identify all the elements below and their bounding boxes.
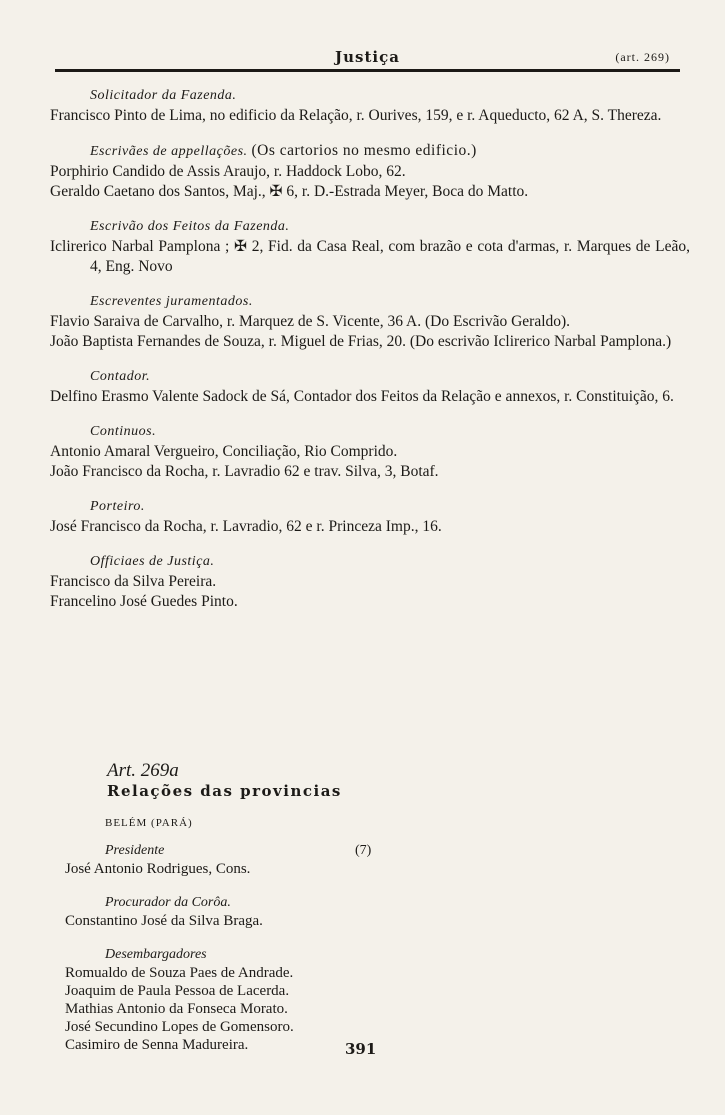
running-header [55,48,680,70]
header-rule [55,69,680,72]
list-item: Francisco da Silva Pereira. [50,573,217,590]
list-item: Romualdo de Souza Paes de Andrade. [65,965,294,981]
provincial-relations [65,760,465,1070]
list-item: Francisco Pinto de Lima, no edificio da Relação, r. Ourives, 159, e r. Aqueducto, 62 A, S. Thereza. [50,107,662,124]
place-heading: BELÉM (PARÁ) [105,817,193,829]
section-contador [50,367,690,407]
president-name: José Antonio Rodrigues, Cons. [65,861,251,877]
list-item: Geraldo Caetano dos Santos, Maj., ✠ 6, r. D.-Estrada Meyer, Boca do Matto. [50,183,529,200]
running-title: Justiça [335,48,400,66]
desembargadores-block [65,946,465,1054]
page-number: 391 [345,1040,377,1058]
list-item: Flavio Saraiva de Carvalho, r. Marquez de S. Vicente, 36 A. (Do Escrivão Geraldo). [50,313,571,330]
section-escrivaes [50,141,690,202]
list-item: Antonio Amaral Vergueiro, Conciliação, Rio Comprido. [50,443,398,460]
list-item: Porphirio Candido de Assis Araujo, r. Haddock Lobo, 62. [50,163,406,180]
section-porteiro [50,497,690,537]
list-item: Casimiro de Senna Madureira. [65,1037,249,1053]
article-title: Relações das provincias [107,782,342,800]
procurador-block [65,894,465,930]
president-block [65,842,465,878]
desembargadores-heading: Desembargadores [105,947,207,962]
section-heading: Porteiro. [90,499,145,514]
section-continuos [50,422,690,482]
main-content [50,86,690,627]
section-heading: Escrivão dos Feitos da Fazenda. [90,219,290,234]
section-heading-text: Escrivães de appellações. [90,144,248,159]
section-heading: Officiaes de Justiça. [90,554,215,569]
section-solicitador [50,86,690,126]
section-heading [50,141,690,162]
list-item: José Secundino Lopes de Gomensoro. [65,1019,294,1035]
list-item: João Francisco da Rocha, r. Lavradio 62 e trav. Silva, 3, Botaf. [50,463,439,480]
list-item: Francelino José Guedes Pinto. [50,593,238,610]
list-item: Delfino Erasmo Valente Sadock de Sá, Contador dos Feitos da Relação e annexos, r. Constituição, 6. [50,388,674,405]
list-item: Joaquim de Paula Pessoa de Lacerda. [65,983,290,999]
section-officiaes [50,552,690,612]
section-heading: Escreventes juramentados. [90,294,253,309]
article-number: Art. 269a [107,760,179,781]
president-heading-row [65,842,465,860]
section-heading: Continuos. [90,424,157,439]
list-item: Iclirerico Narbal Pamplona ; ✠ 2, Fid. da Casa Real, com brazão e cota d'armas, r. Marques de Leão, 4, Eng. Novo [50,238,690,275]
members-count: (7) [355,843,372,858]
section-heading: Solicitador da Fazenda. [90,88,237,103]
article-reference: (art. 269) [615,50,670,64]
president-heading: Presidente [105,843,165,858]
section-heading-note: (Os cartorios no mesmo edificio.) [251,142,477,159]
list-item: João Baptista Fernandes de Souza, r. Miguel de Frias, 20. (Do escrivão Iclirerico Narbal Pamplona.) [50,333,672,350]
procurador-heading: Procurador da Corôa. [105,895,231,910]
list-item: Mathias Antonio da Fonseca Morato. [65,1001,288,1017]
procurador-name: Constantino José da Silva Braga. [65,913,263,929]
section-escrivao-feitos [50,217,690,277]
section-escreventes [50,292,690,352]
section-heading: Contador. [90,369,151,384]
list-item: José Francisco da Rocha, r. Lavradio, 62 e r. Princeza Imp., 16. [50,518,442,535]
